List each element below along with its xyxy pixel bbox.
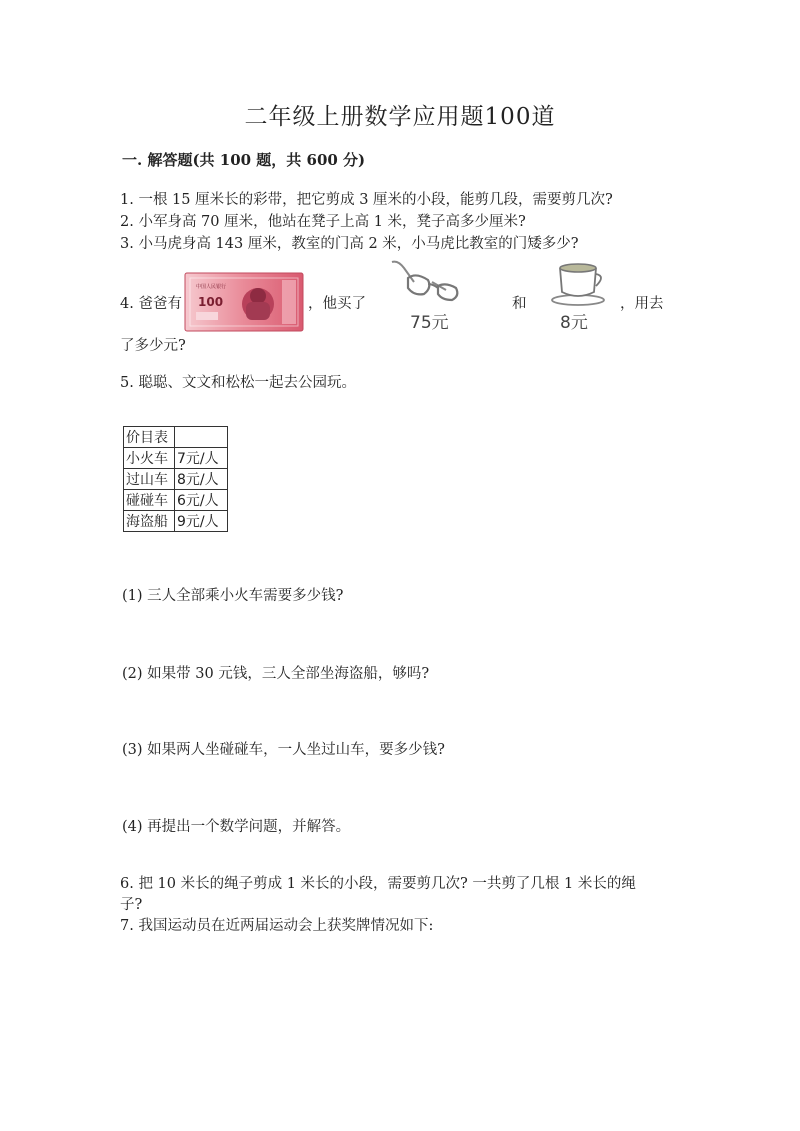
table-row: [124, 490, 228, 511]
question-2: 2. 小军身高 70 厘米，他站在凳子上高 1 米，凳子高多少厘米?: [120, 214, 526, 230]
question-6-line-2: 子?: [120, 897, 143, 913]
table-row: [124, 448, 228, 469]
subquestion-3: (3) 如果两人坐碰碰车，一人坐过山车，要多少钱?: [122, 742, 445, 758]
price-table-header-empty: [175, 427, 228, 448]
question-4-text-d: ，用去: [620, 296, 664, 312]
question-4-text-a: 4. 爸爸有: [120, 296, 182, 312]
table-cell-item: 过山车: [124, 469, 175, 490]
price-table: [123, 426, 228, 532]
question-5: 5. 聪聪、文文和松松一起去公园玩。: [120, 375, 356, 391]
table-cell-item: 小火车: [124, 448, 175, 469]
glasses-price: 75元: [410, 313, 449, 333]
table-cell-price: 9元/人: [175, 511, 228, 532]
teacup-icon: [548, 260, 608, 306]
table-cell-item: 海盗船: [124, 511, 175, 532]
question-3: 3. 小马虎身高 143 厘米，教室的门高 2 米，小马虎比教室的门矮多少?: [120, 236, 579, 252]
table-cell-price: 6元/人: [175, 490, 228, 511]
question-4-text-b: ，他买了: [308, 296, 366, 312]
question-1: 1. 一根 15 厘米长的彩带，把它剪成 3 厘米的小段，能剪几段，需要剪几次?: [120, 192, 613, 208]
glasses-icon: [388, 258, 468, 302]
subquestion-2: (2) 如果带 30 元钱，三人全部坐海盗船，够吗?: [122, 666, 430, 682]
question-4-text-e: 了多少元?: [120, 338, 186, 354]
cup-price: 8元: [560, 313, 588, 333]
question-4: [120, 258, 680, 368]
subquestion-4: (4) 再提出一个数学问题，并解答。: [122, 819, 351, 835]
question-7: 7. 我国运动员在近两届运动会上获奖牌情况如下:: [120, 918, 434, 934]
banknote-icon: [184, 272, 304, 332]
question-4-text-c: 和: [512, 296, 527, 312]
page-title: 二年级上册数学应用题100道: [244, 104, 556, 130]
price-table-header: 价目表: [124, 427, 175, 448]
table-cell-price: 8元/人: [175, 469, 228, 490]
subquestion-1: (1) 三人全部乘小火车需要多少钱?: [122, 588, 344, 604]
price-table-header-row: [124, 427, 228, 448]
question-6-line-1: 6. 把 10 米长的绳子剪成 1 米长的小段，需要剪几次? 一共剪了几根 1 米长的绳: [120, 876, 636, 892]
table-cell-item: 碰碰车: [124, 490, 175, 511]
section-heading: 一. 解答题(共 100 题，共 600 分): [122, 151, 366, 169]
table-row: [124, 469, 228, 490]
svg-text:中国人民银行: 中国人民银行: [196, 284, 227, 290]
table-row: [124, 511, 228, 532]
banknote-value: 100: [198, 295, 224, 309]
table-cell-price: 7元/人: [175, 448, 228, 469]
